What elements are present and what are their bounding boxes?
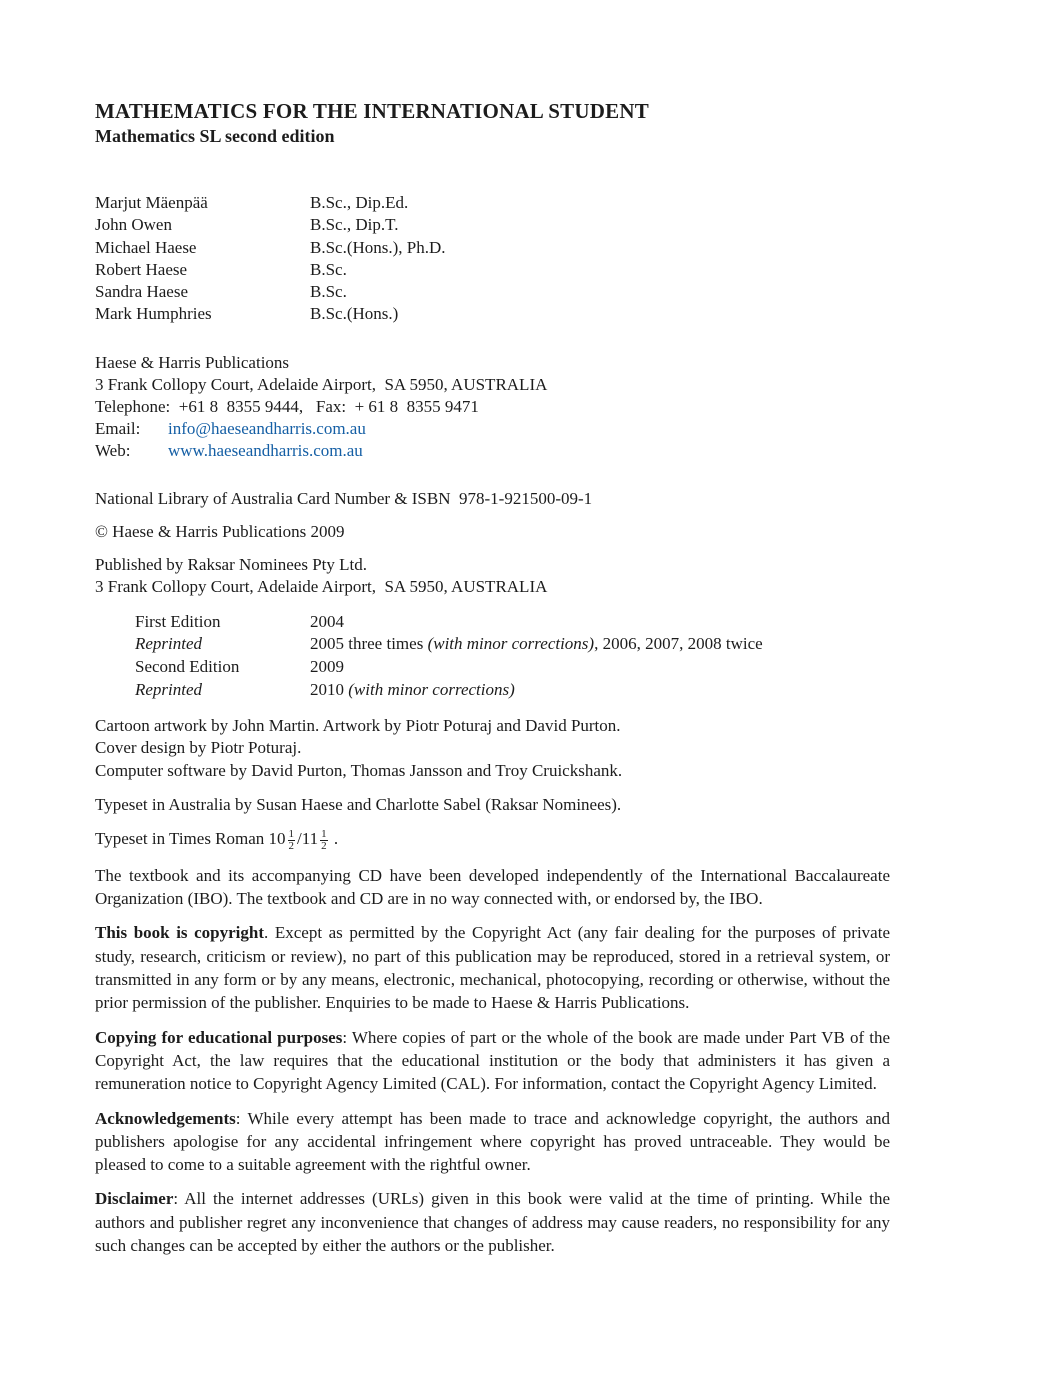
edition-label: Reprinted [135, 634, 203, 654]
author-qualifications: B.Sc., Dip.T. [310, 215, 399, 235]
fraction: $\frac{1}{2}$ [321, 827, 327, 853]
author-row [95, 237, 890, 259]
edition-value: 2010 (with minor corrections) [310, 679, 515, 699]
author-name: Marjut Mäenpää [95, 193, 208, 212]
author-name: John Owen [95, 215, 172, 235]
publisher-address: 3 Frank Collopy Court, Adelaide Airport, SA 5950, AUSTRALIA [95, 374, 548, 394]
edition-label: First Edition [135, 611, 221, 631]
acknowledgements-paragraph: Acknowledgements: While every attempt has been made to trace and acknowledge copyright, the authors and publishers apologise for any accidental infringement where copyright has proved untraceable. They would be pleased to come to a suitable agreement with the rightful owner. [95, 1108, 890, 1175]
published-by-block [95, 554, 890, 598]
author-name: Sandra Haese [95, 282, 188, 302]
author-qualifications: B.Sc., Dip.Ed. [310, 193, 409, 212]
author-row [95, 303, 890, 325]
copyright-line: © Haese & Harris Publications 2009 [95, 521, 345, 541]
disclaimer-paragraph: Disclaimer: All the internet addresses (URLs) given in this book were valid at the time of printing. While the authors and publisher regret any inconvenience that changes of address may cause readers, no responsibility for any such changes can be accepted by either the authors or the publisher. [95, 1189, 890, 1255]
author-name: Robert Haese [95, 259, 188, 279]
copyright-notice-paragraph: This book is copyright. Except as permitted by the Copyright Act (any fair dealing for the purposes of private study, research, criticism or review), no part of this publication may be reproduced, stored in a retrieval system, or transmitted in any form or by any means, electronic, mechanical, photocopying, recording or otherwise, without the prior permission of the publisher. Enquiries to be made to Haese & Harris Publications. [95, 923, 890, 1013]
educational-copying-paragraph: Copying for educational purposes: Where copies of part or the whole of the book are made under Part VB of the Copyright Act, the law requires that the educational institution or the body that administers it has given a remuneration notice to Copyright Agency Limited (CAL). For information, contact the Copyright Agency Limited. [95, 1027, 890, 1094]
credit-line: Cartoon artwork by John Martin. Artwork by Piotr Poturaj and David Purton. [95, 716, 621, 736]
publisher-phone-line: Telephone: +61 8 8355 9444, Fax: + 61 8 8355 9471 [95, 396, 479, 416]
ibo-paragraph: The textbook and its accompanying CD have been developed independently of the International Baccalaureate Organization (IBO). The textbook and CD are in no way connected with, or endorsed by, the IBO. [95, 865, 890, 909]
publisher-name: Haese & Harris Publications [95, 352, 290, 372]
edition-row [135, 633, 890, 656]
paragraph-lead: Copying for educational purposes [95, 1027, 343, 1047]
edition-history [95, 611, 890, 701]
author-row [95, 214, 890, 236]
edition-value: 2009 [310, 656, 344, 676]
credit-line: Computer software by David Purton, Thomas Jansson and Troy Cruickshank. [95, 760, 623, 780]
edition-value: 2005 three times (with minor corrections), 2006, 2007, 2008 twice [310, 634, 763, 654]
typeset-roman-line: Typeset in Times Roman 10 $\frac{1}{2}$ /11 $\frac{1}{2}$ . [95, 827, 339, 853]
email-link[interactable]: info@haeseandharris.com.au [168, 418, 366, 438]
edition-label: Reprinted [135, 679, 203, 699]
typeset-australia-line: Typeset in Australia by Susan Haese and Charlotte Sabel (Raksar Nominees). [95, 795, 622, 815]
author-row [95, 192, 890, 214]
isbn-line: National Library of Australia Card Number & ISBN 978-1-921500-09-1 [95, 488, 593, 508]
credit-line: Cover design by Piotr Poturaj. [95, 738, 302, 758]
email-row [95, 418, 890, 440]
author-name: Mark Humphries [95, 304, 212, 324]
edition-row [135, 611, 890, 634]
page-title: MATHEMATICS FOR THE INTERNATIONAL STUDENT [95, 99, 649, 123]
web-link[interactable]: www.haeseandharris.com.au [168, 440, 363, 460]
paragraph-lead: Acknowledgements [95, 1108, 236, 1128]
author-list [95, 192, 890, 326]
fraction: $\frac{1}{2}$ [288, 827, 295, 853]
author-qualifications: B.Sc.(Hons.) [310, 304, 399, 324]
published-by-line: Published by Raksar Nominees Pty Ltd. [95, 554, 367, 574]
author-qualifications: B.Sc. [310, 282, 347, 302]
web-row [95, 440, 890, 462]
author-row [95, 259, 890, 281]
edition-label: Second Edition [135, 656, 240, 676]
edition-row [135, 656, 890, 679]
publisher-block [95, 352, 890, 462]
author-row [95, 281, 890, 303]
edition-value: 2004 [310, 611, 344, 631]
author-qualifications: B.Sc. [310, 259, 347, 279]
author-name: Michael Haese [95, 237, 197, 257]
paragraph-lead: This book is copyright [95, 923, 265, 943]
page-subtitle: Mathematics SL second edition [95, 126, 335, 146]
paragraph-lead: Disclaimer [95, 1189, 174, 1209]
published-by-address: 3 Frank Collopy Court, Adelaide Airport, SA 5950, AUSTRALIA [95, 576, 548, 596]
email-label: Email: [95, 418, 141, 438]
author-qualifications: B.Sc.(Hons.), Ph.D. [310, 237, 446, 257]
edition-row [135, 679, 890, 702]
web-label: Web: [95, 440, 131, 460]
credits-block [95, 715, 890, 782]
